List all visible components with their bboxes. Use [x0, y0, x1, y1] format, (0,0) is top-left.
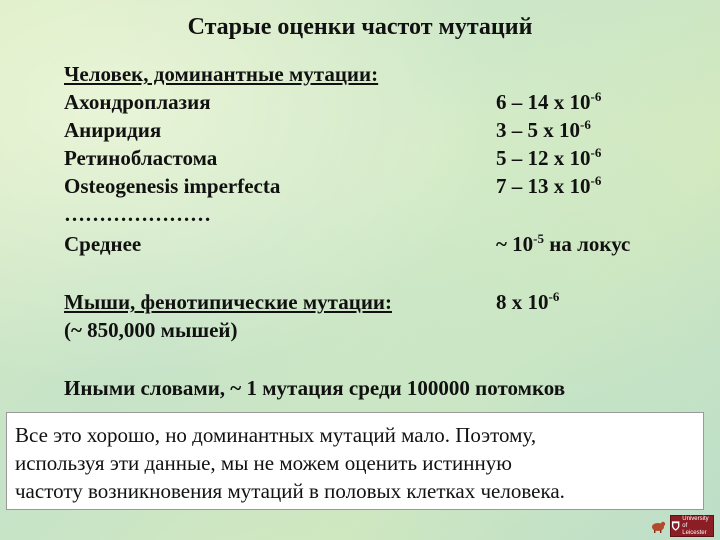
- row-value-osteogenesis: 7 – 13 x $10^{-6}$: [496, 173, 602, 198]
- note-line: Все это хорошо, но доминантных мутаций мало. Поэтому,: [15, 423, 537, 447]
- row-name-retinoblastoma: Ретинобластома: [64, 146, 218, 170]
- logo-text-line: University of: [682, 515, 709, 529]
- note-line: используя эти данные, мы не можем оценить истинную: [15, 451, 512, 475]
- mice-value: 8 x $10^{-6}$: [496, 289, 560, 314]
- mice-sample-size: (~ 850,000 мышей): [64, 318, 238, 342]
- row-name-achondroplasia: Ахондроплазия: [64, 90, 211, 114]
- shield-icon: [671, 520, 680, 532]
- mice-section-header: Мыши, фенотипические мутации:: [64, 290, 393, 314]
- row-name-aniridia: Аниридия: [64, 118, 162, 142]
- sheep-icon: [650, 518, 666, 534]
- logo-text-line: Leicester: [682, 529, 707, 536]
- ellipsis-row: …………………: [64, 202, 211, 226]
- slide-title: Старые оценки частот мутаций: [187, 14, 533, 40]
- human-section-header: Человек, доминантные мутации:: [64, 62, 379, 86]
- row-value-aniridia: 3 – 5 x $10^{-6}$: [496, 117, 591, 142]
- row-value-achondroplasia: 6 – 14 x $10^{-6}$: [496, 89, 602, 114]
- note-line: частоту возникновения мутаций в половых клетках человека.: [15, 479, 565, 503]
- average-value: ~ $10^{-5}$ на локус: [496, 231, 631, 256]
- average-label: Среднее: [64, 232, 142, 256]
- summary-text: Иными словами, ~ 1 мутация среди 100000 потомков: [64, 376, 566, 400]
- row-name-osteogenesis: Osteogenesis imperfecta: [64, 174, 281, 198]
- note-box: [6, 412, 704, 510]
- row-value-retinoblastoma: 5 – 12 x $10^{-6}$: [496, 145, 602, 170]
- university-logo: [670, 515, 714, 537]
